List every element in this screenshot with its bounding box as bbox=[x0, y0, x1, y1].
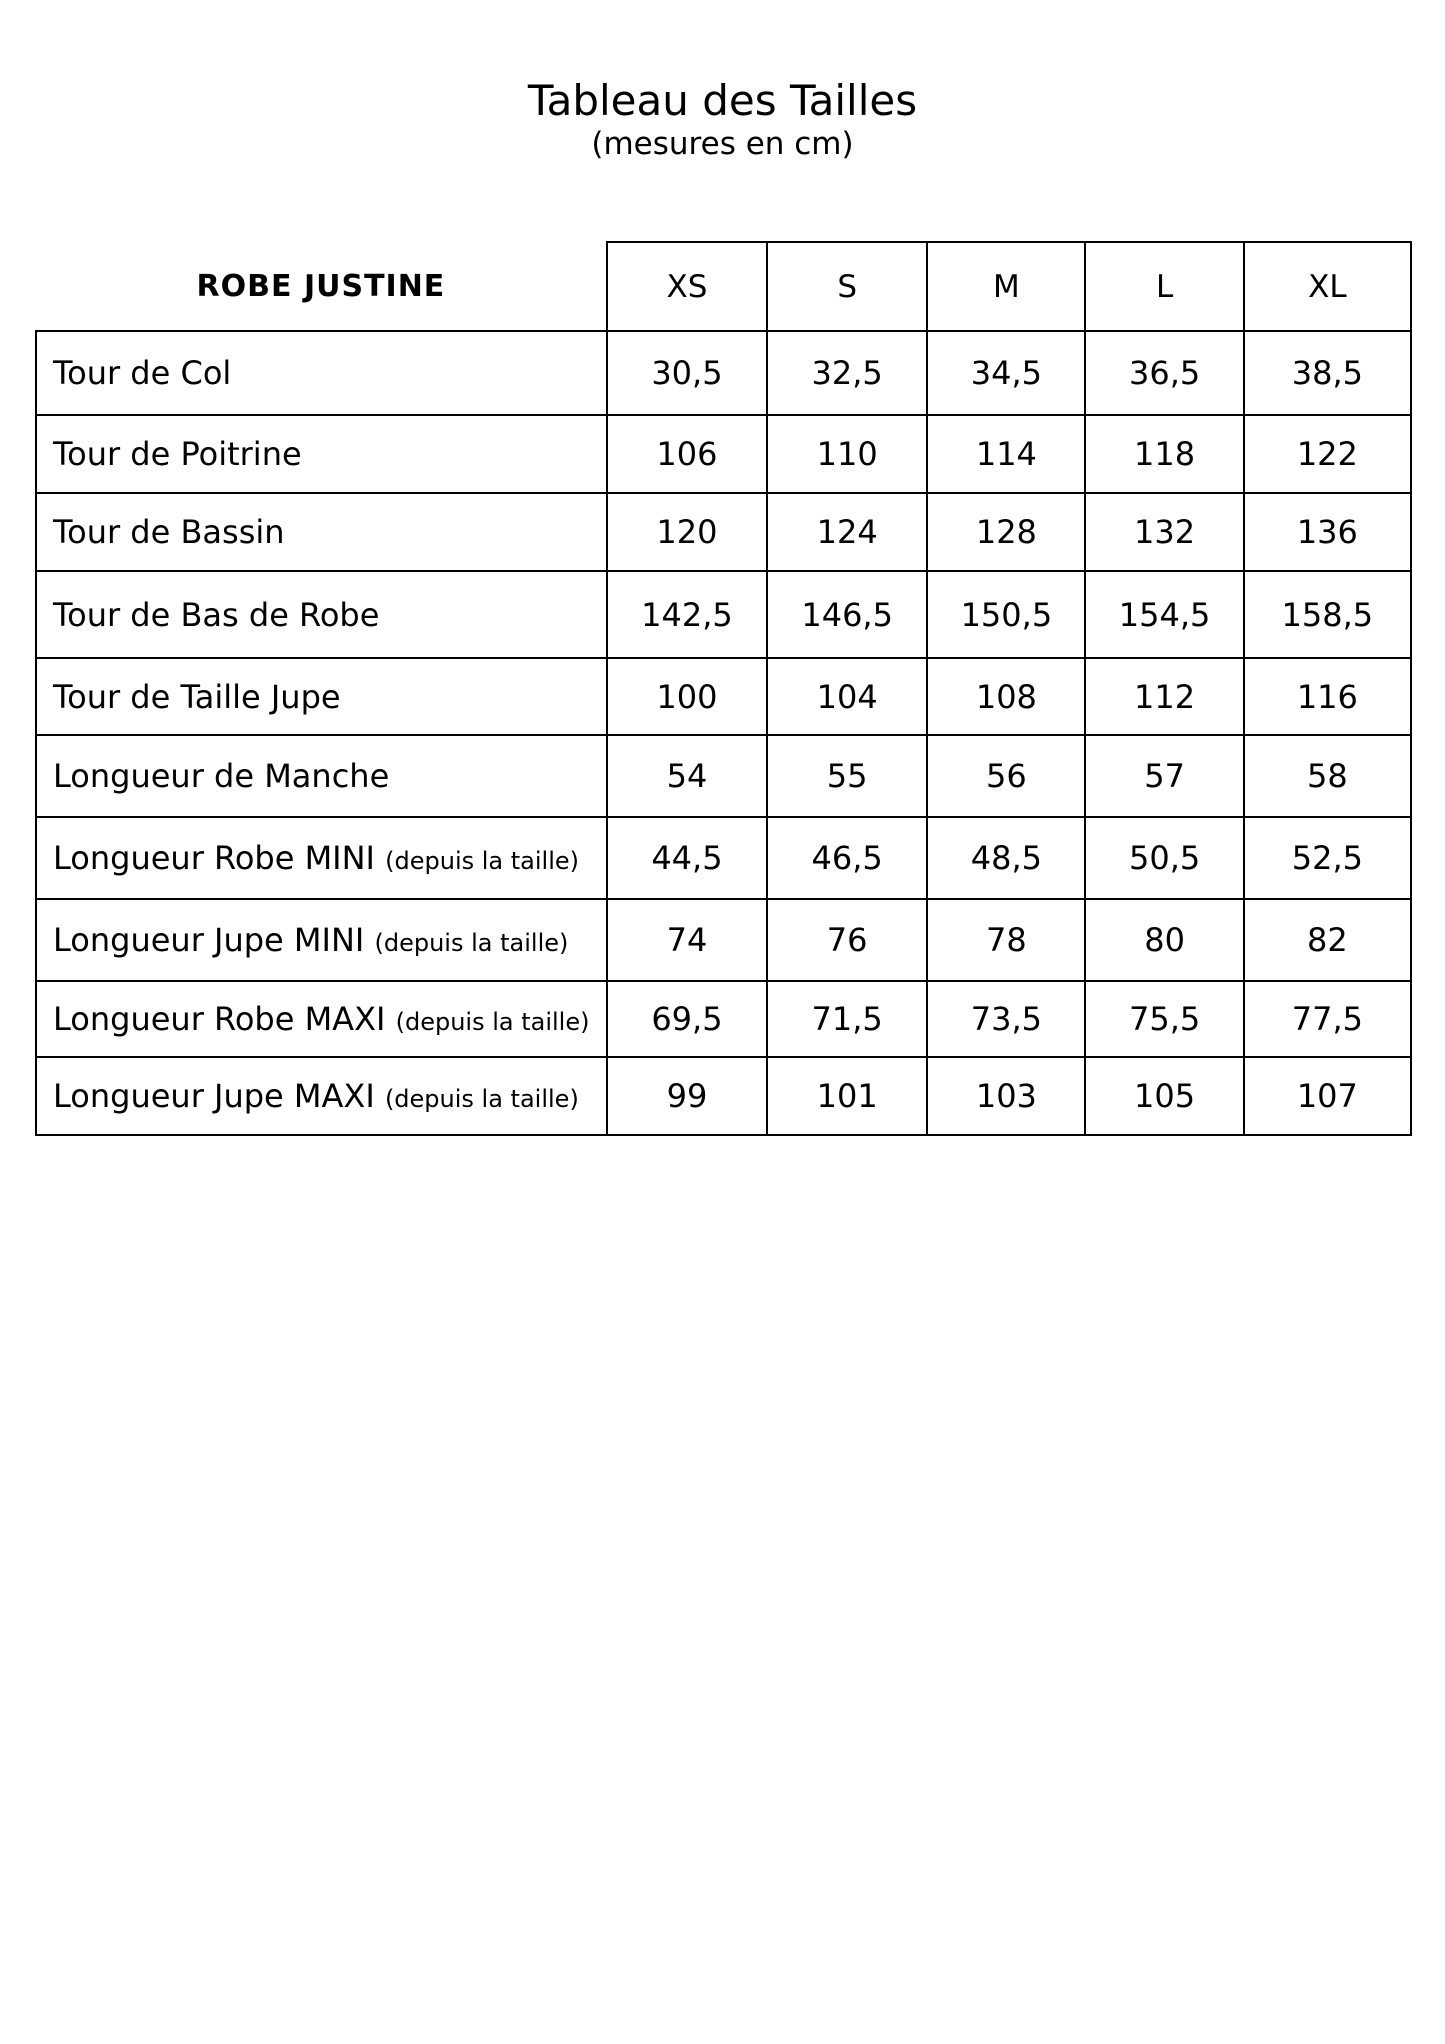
measurement-value: 106 bbox=[607, 415, 767, 493]
measurement-value: 80 bbox=[1085, 899, 1243, 981]
measurement-value: 112 bbox=[1085, 658, 1243, 735]
table-row bbox=[36, 493, 1411, 571]
measurement-label-cell bbox=[36, 981, 607, 1057]
measurement-label-cell bbox=[36, 493, 607, 571]
measurement-value: 110 bbox=[767, 415, 927, 493]
measurement-value: 77,5 bbox=[1244, 981, 1411, 1057]
measurement-value: 76 bbox=[767, 899, 927, 981]
measurement-value: 55 bbox=[767, 735, 927, 817]
measurement-label-cell bbox=[36, 817, 607, 899]
measurement-value: 108 bbox=[927, 658, 1085, 735]
measurement-label: Tour de Bassin bbox=[53, 513, 285, 551]
table-row bbox=[36, 817, 1411, 899]
page-subtitle: (mesures en cm) bbox=[591, 126, 854, 162]
measurement-value: 75,5 bbox=[1085, 981, 1243, 1057]
measurement-label-cell bbox=[36, 415, 607, 493]
measurement-label-cell bbox=[36, 1057, 607, 1135]
measurement-value: 48,5 bbox=[927, 817, 1085, 899]
measurement-value: 54 bbox=[607, 735, 767, 817]
measurement-value: 146,5 bbox=[767, 571, 927, 658]
measurement-value: 154,5 bbox=[1085, 571, 1243, 658]
measurement-value: 158,5 bbox=[1244, 571, 1411, 658]
measurement-value: 50,5 bbox=[1085, 817, 1243, 899]
measurement-value: 82 bbox=[1244, 899, 1411, 981]
measurement-value: 56 bbox=[927, 735, 1085, 817]
table-row bbox=[36, 571, 1411, 658]
measurement-value: 128 bbox=[927, 493, 1085, 571]
measurement-value: 71,5 bbox=[767, 981, 927, 1057]
page-title: Tableau des Tailles bbox=[527, 76, 918, 125]
measurement-label: Longueur Jupe MINI bbox=[53, 921, 365, 959]
measurement-value: 58 bbox=[1244, 735, 1411, 817]
measurement-label: Tour de Poitrine bbox=[53, 435, 302, 473]
measurement-value: 36,5 bbox=[1085, 331, 1243, 415]
measurement-value: 99 bbox=[607, 1057, 767, 1135]
measurement-label-cell bbox=[36, 658, 607, 735]
size-chart-table bbox=[35, 241, 1412, 1136]
measurement-value: 34,5 bbox=[927, 331, 1085, 415]
measurement-value: 105 bbox=[1085, 1057, 1243, 1135]
measurement-value: 46,5 bbox=[767, 817, 927, 899]
measurement-value: 100 bbox=[607, 658, 767, 735]
measurement-value: 116 bbox=[1244, 658, 1411, 735]
measurement-label: Longueur de Manche bbox=[53, 757, 390, 795]
measurement-value: 114 bbox=[927, 415, 1085, 493]
measurement-value: 52,5 bbox=[1244, 817, 1411, 899]
measurement-value: 104 bbox=[767, 658, 927, 735]
measurement-label: Tour de Taille Jupe bbox=[53, 677, 341, 716]
table-row bbox=[36, 415, 1411, 493]
measurement-note: (depuis la taille) bbox=[374, 929, 569, 957]
measurement-label: Tour de Bas de Robe bbox=[53, 595, 380, 634]
table-row bbox=[36, 735, 1411, 817]
measurement-value: 78 bbox=[927, 899, 1085, 981]
measurement-value: 69,5 bbox=[607, 981, 767, 1057]
measurement-value: 107 bbox=[1244, 1057, 1411, 1135]
measurement-rows bbox=[36, 331, 1411, 1135]
measurement-value: 120 bbox=[607, 493, 767, 571]
table-row bbox=[36, 658, 1411, 735]
measurement-label-cell bbox=[36, 735, 607, 817]
product-name: ROBE JUSTINE bbox=[36, 242, 607, 331]
size-header: L bbox=[1085, 242, 1243, 331]
measurement-label: Longueur Robe MINI bbox=[53, 839, 375, 877]
measurement-value: 44,5 bbox=[607, 817, 767, 899]
table-row bbox=[36, 899, 1411, 981]
size-header: XS bbox=[607, 242, 767, 331]
measurement-value: 73,5 bbox=[927, 981, 1085, 1057]
measurement-note: (depuis la taille) bbox=[385, 847, 580, 875]
measurement-value: 57 bbox=[1085, 735, 1243, 817]
measurement-label-cell bbox=[36, 571, 607, 658]
measurement-value: 30,5 bbox=[607, 331, 767, 415]
measurement-label: Tour de Col bbox=[53, 354, 232, 392]
measurement-note: (depuis la taille) bbox=[384, 1085, 579, 1113]
size-header: M bbox=[927, 242, 1085, 331]
measurement-value: 132 bbox=[1085, 493, 1243, 571]
measurement-label: Longueur Jupe MAXI bbox=[53, 1077, 375, 1115]
measurement-value: 118 bbox=[1085, 415, 1243, 493]
size-header: S bbox=[767, 242, 927, 331]
measurement-value: 32,5 bbox=[767, 331, 927, 415]
table-row bbox=[36, 1057, 1411, 1135]
table-row bbox=[36, 981, 1411, 1057]
measurement-label-cell bbox=[36, 331, 607, 415]
measurement-label: Longueur Robe MAXI bbox=[53, 1000, 386, 1038]
measurement-value: 150,5 bbox=[927, 571, 1085, 658]
measurement-value: 103 bbox=[927, 1057, 1085, 1135]
measurement-label-cell bbox=[36, 899, 607, 981]
measurement-value: 122 bbox=[1244, 415, 1411, 493]
measurement-value: 136 bbox=[1244, 493, 1411, 571]
measurement-note: (depuis la taille) bbox=[395, 1008, 590, 1036]
table-row bbox=[36, 331, 1411, 415]
measurement-value: 74 bbox=[607, 899, 767, 981]
size-header: XL bbox=[1244, 242, 1411, 331]
measurement-value: 38,5 bbox=[1244, 331, 1411, 415]
measurement-value: 101 bbox=[767, 1057, 927, 1135]
measurement-value: 124 bbox=[767, 493, 927, 571]
measurement-value: 142,5 bbox=[607, 571, 767, 658]
size-header-row bbox=[36, 242, 1411, 331]
